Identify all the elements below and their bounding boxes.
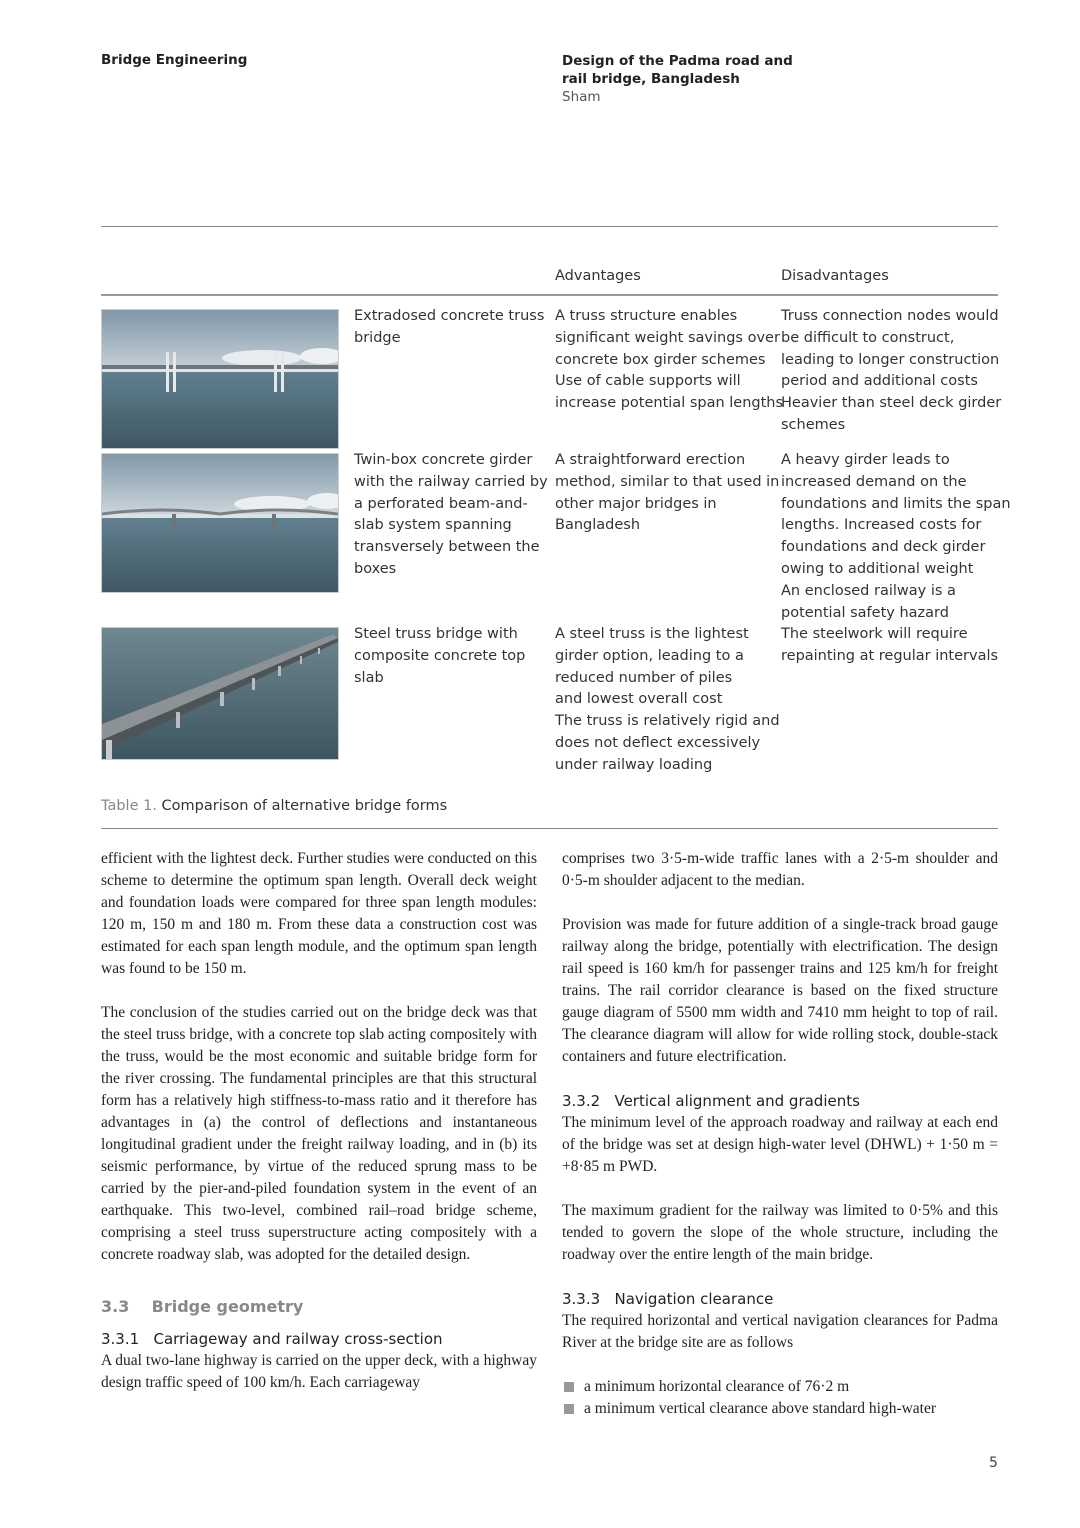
subsection-heading: 3.3.1 Carriageway and railway cross-section (101, 1330, 443, 1348)
bridge-form-name: Steel truss bridge with composite concrete top slab (354, 626, 526, 686)
table-row (101, 452, 1011, 621)
left-column (101, 848, 537, 1394)
body-paragraph: The conclusion of the studies carried out on the bridge deck was that the steel truss bridge, with a concrete top slab acting compositely with the truss, would be the most economic and suitable bridge form for the river crossing. The fundamental principles are that this structural form has a relatively high stiffness-to-mass ratio and it therefore has advantages in (a) the control of deflections and instantaneous longitudinal gradient under the freight railway loading, and in (b) its seismic performance, by virtue of the reduced sprung mass to be carried by the pier-and-piled foundation system in the event of an earthquake. This two-level, combined rail–road bridge scheme, comprising a steel truss superstructure acting compositely with a concrete roadway slab, was adopted for the detailed design. (101, 1004, 537, 1263)
section-title: Bridge geometry (151, 1297, 304, 1316)
subsection-heading: 3.3.3 Navigation clearance (562, 1290, 774, 1308)
extradosed-bridge-image (101, 309, 339, 449)
article-title-line-2: rail bridge, Bangladesh (562, 71, 740, 87)
table-header-disadvantages: Disadvantages (781, 268, 889, 284)
header-divider (101, 226, 998, 227)
table-row (101, 308, 1002, 449)
body-paragraph: The required horizontal and vertical navigation clearances for Padma River at the bridge site are as follows (562, 1312, 998, 1351)
advantages-cell: A truss structure enables significant weight savings over concrete box girder schemes Use of cable supports will increase potential span lengths (555, 308, 784, 412)
section-heading (101, 1296, 537, 1318)
square-bullet-icon (564, 1382, 574, 1392)
section-number: 3.3 (101, 1297, 130, 1316)
table-caption (101, 798, 447, 814)
advantages-cell: A straightforward erection method, similar to that used in other major bridges in Bangladesh (555, 452, 780, 534)
disadvantages-cell: The steelwork will require repainting at regular intervals (781, 626, 999, 664)
bullet-item: a minimum horizontal clearance of 76·2 m (562, 1376, 998, 1398)
disadvantages-cell: A heavy girder leads to increased demand on the foundations and limits the span lengths. Increased costs for foundations and deck girder owing to additional weight An enclosed railway is a potential safety hazard (781, 452, 1011, 621)
caption-divider (101, 828, 998, 829)
article-title-line-1: Design of the Padma road and (562, 53, 793, 69)
table-caption-label: Table 1. (101, 798, 157, 814)
table-row (101, 626, 999, 773)
bullet-item: a minimum vertical clearance above standard high-water (562, 1398, 998, 1420)
steel-truss-bridge-image (101, 627, 339, 760)
twin-box-girder-image (101, 453, 339, 593)
right-column (562, 848, 998, 1420)
advantages-cell: A steel truss is the lightest girder option, leading to a reduced number of piles and lowest overall cost The truss is relatively rigid and does not deflect excessively under railway loading (555, 626, 780, 773)
journal-name: Bridge Engineering (101, 52, 248, 68)
body-paragraph: The minimum level of the approach roadway and railway at each end of the bridge was set at design high-water level (DHWL) + 1·50 m = +8·85 m PWD. (562, 1114, 998, 1175)
disadvantages-cell: Truss connection nodes would be difficult to construct, leading to longer construction period and additional costs Heavier than steel deck girder schemes (781, 308, 1002, 433)
bridge-form-name: Twin-box concrete girder with the railway carried by a perforated beam-and- slab system spanning transversely between the boxes (354, 452, 548, 577)
body-paragraph: The maximum gradient for the railway was limited to 0·5% and this tended to govern the slope of the whole structure, including the roadway over the entire length of the main bridge. (562, 1202, 998, 1263)
subsection-heading: 3.3.2 Vertical alignment and gradients (562, 1092, 860, 1110)
table-header-advantages: Advantages (555, 268, 641, 284)
article-header (562, 52, 822, 106)
table-header-divider (101, 294, 998, 296)
page-number: 5 (989, 1455, 998, 1471)
body-paragraph: efficient with the lightest deck. Further studies were conducted on this scheme to determine the optimum span length. Overall deck weight and foundation loads were compared for three span length modules: 120 m, 150 m and 180 m. From these data a construction cost was estimated for each span length module, and the optimum span length was found to be 150 m. (101, 850, 537, 977)
table-caption-text: Comparison of alternative bridge forms (156, 798, 448, 814)
body-paragraph: comprises two 3·5-m-wide traffic lanes with a 2·5-m shoulder and 0·5-m shoulder adjacent to the median. (562, 850, 998, 889)
body-paragraph: A dual two-lane highway is carried on the upper deck, with a highway design traffic speed of 100 km/h. Each carriageway (101, 1352, 537, 1391)
body-paragraph: Provision was made for future addition of a single-track broad gauge railway along the bridge, potentially with electrification. The design rail speed is 160 km/h for passenger trains and 125 km/h for freight trains. The rail corridor clearance is based on the fixed structure gauge diagram of 5500 mm width and 7410 mm height to top of rail. The clearance diagram will allow for wide rolling stock, double-stack containers and future electrification. (562, 916, 998, 1065)
square-bullet-icon (564, 1404, 574, 1414)
bridge-form-name: Extradosed concrete truss bridge (354, 308, 545, 346)
article-author: Sham (562, 89, 601, 105)
